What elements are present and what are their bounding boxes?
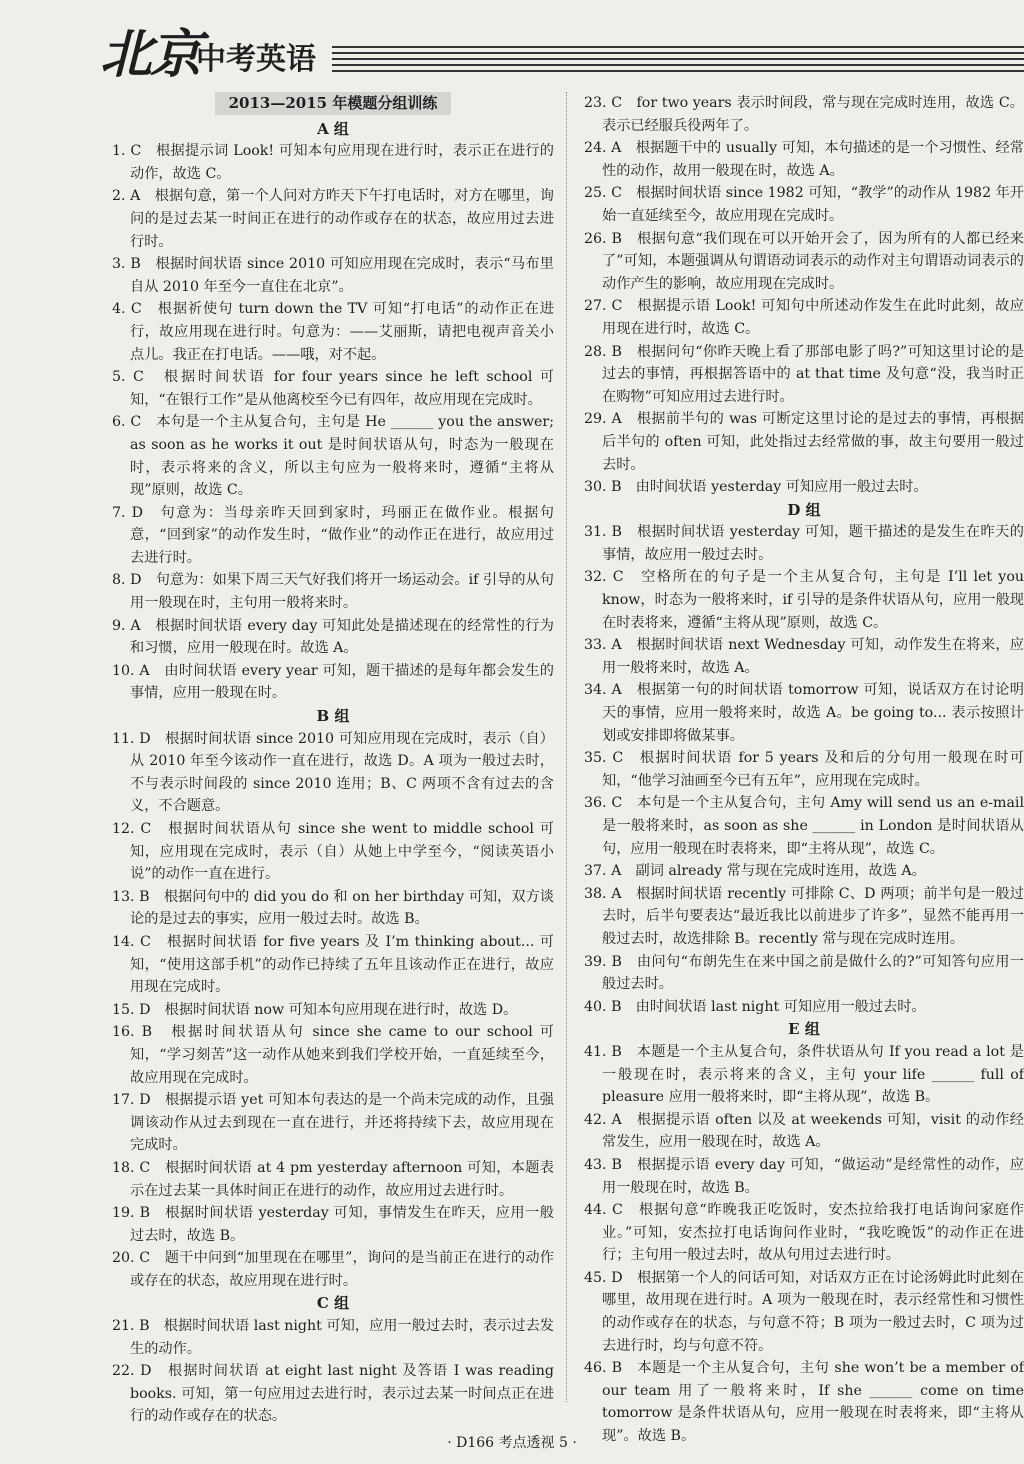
answer-item: 39. B 由问句“布朗先生在来中国之前是做什么的?”可知答句应用一般过去时。 (584, 953, 1024, 993)
answer-item: 34. A 根据第一句的时间状语 tomorrow 可知，说话双方在讨论明天的事情，应用一般将来时，故选 A。be going to... 表示按照计划或安排即将做某事。 (584, 682, 1024, 744)
group-heading: C 组 (316, 1294, 350, 1313)
answer-item: 25. C 根据时间状语 since 1982 可知，“教学”的动作从 1982 年开始一直延续至今，故应用现在完成时。 (584, 185, 1024, 224)
answer-item: 2. A 根据句意，第一个人问对方昨天下午打电话时，对方在哪里，询问的是过去某一时间正在进行的动作或存在的状态，故应用过去进行时。 (112, 188, 554, 250)
answer-item: 22. D 根据时间状语 at eight last night 及答语 I was reading books. 可知，第一句应用过去进行时，表示过去某一时间点正在进行的动作或存在的状态。 (112, 1363, 559, 1425)
answer-item: 12. C 根据时间状语从句 since she went to middle school 可知，应用现在完成时，表示（自）从她上中学至今，“阅读英语小说”的动作一直在进行。 (112, 821, 554, 883)
answer-item: 4. C 根据祈使句 turn down the TV 可知“打电话”的动作正在进行，故应用现在进行时。句意为：——艾丽斯，请把电视声音关小点儿。我正在打电话。——哦，对不起。 (112, 301, 554, 363)
answer-item: 6. C 本句是一个主从复合句，主句是 He ______ you the answer; as soon as he works it out 是时间状语从句，时态为一般现在时，表示将来的含义，所以主句应为一般将来时，遵循“主将从现”原则，故选 C。 (112, 414, 559, 499)
answer-item: 17. D 根据提示语 yet 可知本句表达的是一个尚未完成的动作，且强调该动作从过去到现在一直在进行，并还将持续下去，故应用现在完成时。 (112, 1092, 554, 1154)
answer-item: 11. D 根据时间状语 since 2010 可知应用现在完成时，表示（自）从 2010 年至今该动作一直在进行，故选 D。A 项为一般过去时，不与表示时间段的 since 2010 连用；B、C 两项不含有过去的含义，不合题意。 (112, 730, 554, 815)
answer-item: 8. D 句意为：如果下周三天气好我们将开一场运动会。if 引导的从句用一般现在时，主句用一般将来时。 (112, 572, 554, 612)
answer-item: 14. C 根据时间状语 for five years 及 I’m thinking about... 可知，“使用这部手机”的动作已持续了五年且该动作正在进行，故应用现在完成时。 (112, 933, 554, 996)
answer-item: 5. C 根据时间状语 for four years since he left school 可知，“在银行工作”是从他离校至今已有四年，故应用现在完成时。 (112, 369, 554, 408)
header-decorative-lines (332, 46, 1024, 76)
answer-item: 20. C 题干中问到“加里现在在哪里”，询问的是当前正在进行的动作或存在的状态，故应用现在进行时。 (112, 1250, 554, 1289)
answer-item: 33. A 根据时间状语 next Wednesday 可知，动作发生在将来，应用一般将来时，故选 A。 (584, 637, 1024, 676)
answer-item: 32. C 空格所在的句子是一个主从复合句，主句是 I’ll let you know，时态为一般将来时，if 引导的是条件状语从句，应用一般现在时表将来，遵循“主将从现”原则，故选 C。 (584, 569, 1024, 631)
answer-item: 7. D 句意为：当母亲昨天回到家时，玛丽正在做作业。根据句意，“回到家”的动作发生时，“做作业”的动作正在进行，故应用过去进行时。 (112, 504, 554, 566)
section-title-text: 2013—2015 年模题分组训练 (215, 92, 452, 115)
answer-item: 21. B 根据时间状语 last night 可知，应用一般过去时，表示过去发生的动作。 (112, 1318, 554, 1357)
answer-item: 42. A 根据提示语 often 以及 at weekends 可知，visit 的动作经常发生，应用一般现在时，故选 A。 (584, 1111, 1024, 1151)
right-column (584, 92, 1024, 1448)
page-footer: · D166 考点透视 5 · (447, 1435, 577, 1451)
answer-item: 35. C 根据时间状语 for 5 years 及和后的分句用一般现在时可知，“他学习油画至今已有五年”，应用现在完成时。 (584, 750, 1024, 789)
answer-item: 30. B 由时间状语 yesterday 可知应用一般过去时。 (584, 479, 928, 496)
answer-item: 45. D 根据第一个人的问话可知，对话双方正在讨论汤姆此时此刻在哪里，故用现在进行时。A 项为一般现在时，表示经常性和习惯性的动作或存在的状态，与句意不符；B 项为一般过去时，C 项为过去进行时，均与句意不符。 (584, 1269, 1024, 1354)
answer-item: 28. B 根据问句“你昨天晚上看了那部电影了吗?”可知这里讨论的是过去的事情，再根据答语中的 at that time 及句意“没，我当时正在购物”可知应用过去进行时。 (584, 343, 1024, 405)
answer-item: 38. A 根据时间状语 recently 可排除 C、D 两项；前半句是一般过去时，后半句要表达“最近我比以前进步了许多”，显然不能再用一般过去时，故选排除 B。recently 常与现在完成时连用。 (584, 885, 1024, 947)
left-column (112, 92, 559, 1428)
group-heading: E 组 (788, 1020, 820, 1039)
group-heading: B 组 (316, 707, 350, 726)
answer-item: 18. C 根据时间状语 at 4 pm yesterday afternoon 可知，本题表示在过去某一具体时间正在进行的动作，故应用过去进行时。 (112, 1159, 554, 1199)
answer-item: 16. B 根据时间状语从句 since she came to our school 可知，“学习刻苦”这一动作从她来到我们学校开始，一直延续至今，故应用现在完成时。 (112, 1024, 554, 1086)
answer-item: 10. A 由时间状语 every year 可知，题干描述的是每年都会发生的事情，应用一般现在时。 (112, 662, 554, 702)
answer-item: 23. C for two years 表示时间段，常与现在完成时连用，故选 C。表示已经服兵役两年了。 (584, 95, 1024, 134)
group-heading: A 组 (317, 119, 349, 138)
answer-item: 13. B 根据问句中的 did you do 和 on her birthday 可知，双方谈论的是过去的事实，应用一般过去时。故选 B。 (112, 888, 554, 928)
answer-item: 40. B 由时间状语 last night 可知应用一般过去时。 (584, 998, 926, 1015)
answer-item: 44. C 根据句意“昨晚我正吃饭时，安杰拉给我打电话询问家庭作业。”可知，安杰拉打电话询问作业时，“我吃晚饭”的动作正在进行；主句用一般过去时，故从句用过去进行时。 (584, 1202, 1024, 1264)
page-header (100, 12, 1024, 85)
answer-item: 9. A 根据时间状语 every day 可知此处是描述现在的经常性的行为和习惯，应用一般现在时。故选 A。 (112, 617, 554, 657)
section-title (112, 92, 554, 116)
header-title: 中考英语 (196, 42, 316, 77)
beijing-logo: 北京 (100, 24, 201, 85)
answer-item: 27. C 根据提示语 Look! 可知句中所述动作发生在此时此刻，故应用现在进行时，故选 C。 (584, 298, 1024, 337)
answer-item: 3. B 根据时间状语 since 2010 可知应用现在完成时，表示“马布里自从 2010 年至今一直住在北京”。 (112, 256, 554, 295)
answer-item: 24. A 根据题干中的 usually 可知，本句描述的是一个习惯性、经常性的动作，故用一般现在时，故选 A。 (584, 140, 1024, 179)
answer-item: 36. C 本句是一个主从复合句，主句 Amy will send us an e-mail 是一般将来时，as soon as she ______ in London 是时间状语从句，应用一般现在时表将来，即“主将从现”，故选 C。 (584, 795, 1024, 857)
answer-item: 46. B 本题是一个主从复合句，主句 she won’t be a member of our team 用了一般将来时，If she ______ come on time tomorrow 是条件状语从句，应用一般现在时表将来，即“主将从现”。故选 B。 (584, 1360, 1024, 1445)
column-divider (566, 92, 567, 1402)
group-heading: D 组 (787, 500, 821, 519)
answer-item: 26. B 根据句意“我们现在可以开始开会了，因为所有的人都已经来了”可知，本题强调从句谓语动词表示的动作对主句谓语动词表示的动作产生的影响，故应用现在完成时。 (584, 230, 1024, 292)
answer-item: 37. A 副词 already 常与现在完成时连用，故选 A。 (584, 863, 926, 880)
answer-item: 15. D 根据时间状语 now 可知本句应用现在进行时，故选 D。 (112, 1001, 518, 1018)
answer-item: 43. B 根据提示语 every day 可知，“做运动”是经常性的动作，应用一般现在时，故选 B。 (584, 1156, 1024, 1196)
answer-item: 19. B 根据时间状语 yesterday 可知，事情发生在昨天，应用一般过去时，故选 B。 (112, 1205, 554, 1244)
answer-item: 1. C 根据提示词 Look! 可知本句应用现在进行时，表示正在进行的动作，故选 C。 (112, 143, 554, 182)
answer-item: 29. A 根据前半句的 was 可断定这里讨论的是过去的事情，再根据后半句的 often 可知，此处指过去经常做的事，故主句要用一般过去时。 (584, 411, 1024, 473)
answer-item: 41. B 本题是一个主从复合句，条件状语从句 If you read a lot 是一般现在时，表示将来的含义，主句 your life ______ full of pleasure 应用一般将来时，即“主将从现”，故选 B。 (584, 1043, 1024, 1106)
answer-item: 31. B 根据时间状语 yesterday 可知，题干描述的是发生在昨天的事情，故应用一般过去时。 (584, 524, 1024, 563)
